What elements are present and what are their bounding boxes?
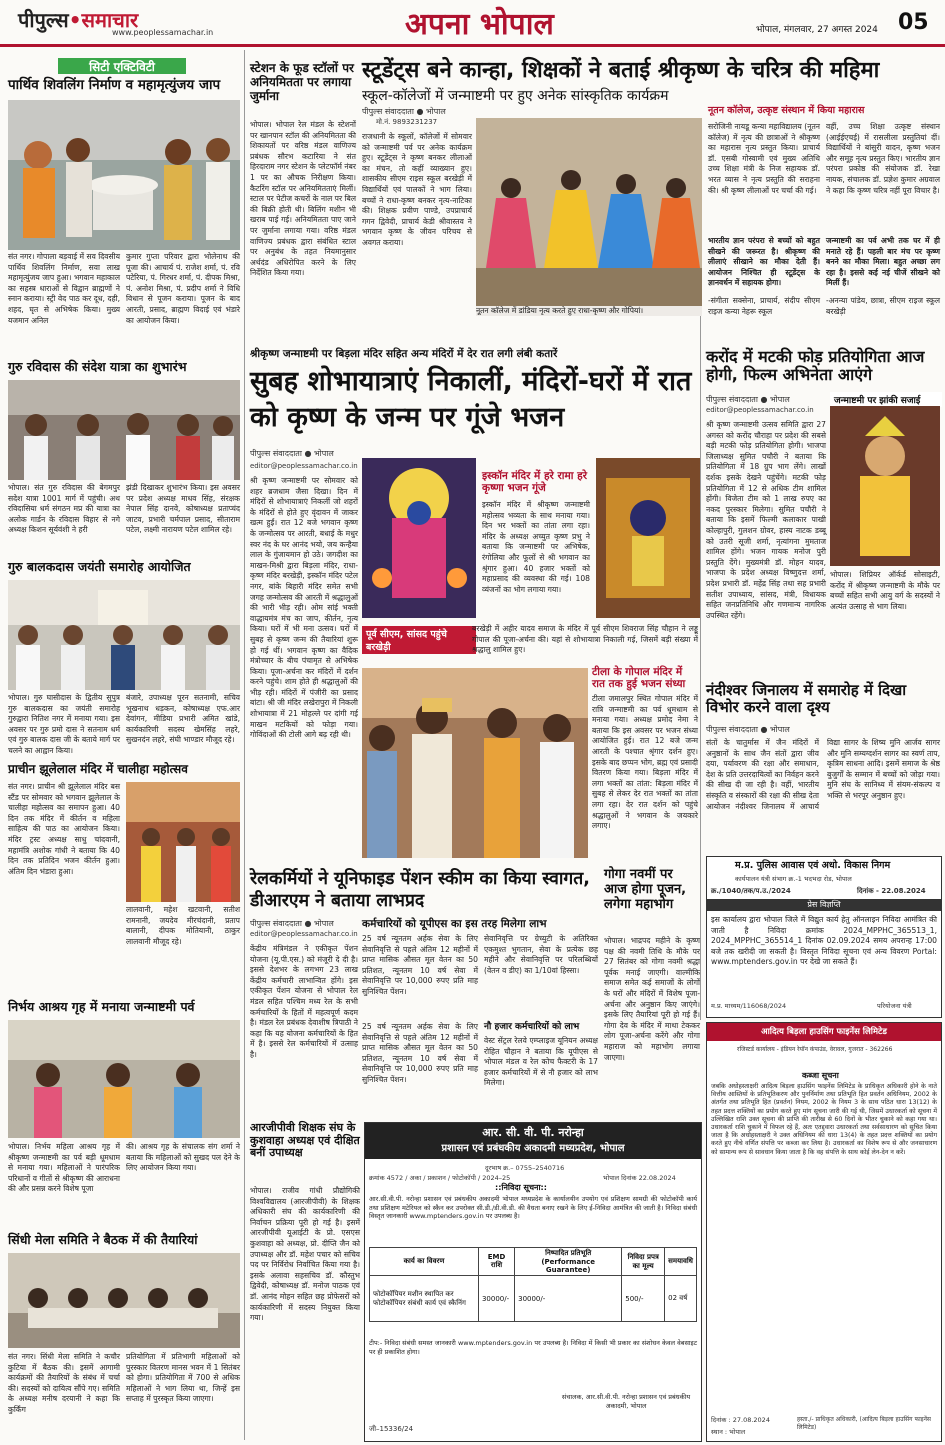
caption-tag: पूर्व सीएम, सांसद पहुंचे बरखेड़ी bbox=[362, 626, 476, 654]
headline: गुरु बालकदास जयंती समारोह आयोजित bbox=[8, 559, 191, 574]
quote-attribution: -अनन्या पांडेय, छात्रा, सीएम राइज स्कूल बरखेड़ी bbox=[826, 296, 940, 316]
ad-heading: ::निविदा सूचना:: bbox=[495, 1183, 547, 1192]
newspaper-brand: पीपुल्स•समाचार bbox=[18, 8, 139, 32]
article-body: की। आश्रय गृह के संचालक संग शर्मा ने बताया कि महिलाओं को सुखद पल देने के लिए आयोजन किया गया। bbox=[126, 1142, 240, 1173]
table-header-row bbox=[370, 1248, 697, 1276]
photo-iskcon bbox=[596, 458, 700, 618]
article-body: वेस्ट सेंट्रल रेलवे एम्प्लाइज यूनियन अध्यक्ष रोहित चौहान ने बताया कि यूपीएस से भोपाल मंडल व रेल कोच फैक्टरी के 17 हजार कर्मचारियों में से नौ हजार को लाभ मिलेगा। bbox=[484, 1036, 598, 1088]
ad-banner bbox=[365, 1123, 701, 1159]
photo-shivling bbox=[8, 100, 240, 250]
photo-sindhi-mela bbox=[8, 1253, 240, 1348]
subheadline: नूतन कॉलेज, उत्कृष्ट संस्थान में किया महारास bbox=[708, 105, 865, 116]
ad-sign: परियोजना यंत्री bbox=[877, 1002, 912, 1010]
byline: पीपुल्स संवाददाता ● भोपाल bbox=[250, 919, 334, 928]
table-cell: 500/- bbox=[622, 1276, 665, 1322]
article-body: झंडी दिखाकर शुभारंभ किया। इस अवसर पर प्रदेश अध्यक्ष माधव सिंह, संरक्षक नेपाल सिंह दानवे, कोषाध्यक्ष प्रताप्चंद जाटव, प्रभारी चर्मपाल प्रसाद, सीताराम पटेल, लक्ष्मी नारायण पटेल शामिल रहे। bbox=[126, 483, 240, 535]
headline: पार्थिव शिवलिंग निर्माण व महामृत्युंजय जाप bbox=[8, 77, 221, 93]
headline: करोंद में मटकी फोड़ प्रतियोगिता आज होगी, फिल्म अभिनेता आएंगे bbox=[706, 347, 925, 385]
byline: पीपुल्स संवाददाता ● भोपाल bbox=[706, 725, 790, 734]
byline: पीपुल्स संवाददाता ● भोपाल bbox=[362, 107, 446, 116]
article-body: सरोजिनी नायडू कन्या महाविद्यालय (नूतन कॉलेज) में नृत्य की छात्राओं ने श्रीकृष्ण का महारास नृत्य प्रस्तुत किया। प्राचार्य डॉ. एसबी गोस्वामी एवं मुख्य अतिथि उच्च शिक्षा मंत्री के निज सहायक डॉ. भरत व्यास ने नृत्य प्रस्तुति की सराहना की। श्री कृष्ण लीलाओं पर चर्चा की गई। bbox=[708, 122, 820, 195]
quote-attribution: -संगीता सक्सेना, प्राचार्य, संदीप सीएम राइज कन्या नेहरू स्कूल bbox=[708, 296, 820, 316]
subheadline: इस्कॉन मंदिर में हरे रामा हरे कृष्णा भजन गूंजे bbox=[482, 470, 588, 495]
article-body: श्री कृष्ण जन्माष्टमी पर सोमवार को शहर ब्रजधाम जैसा दिखा। दिन में मंदिरों से शोभायात्राएं निकलीं जो शहरों के मंदिरों से होते हुए वृंदावन में जाकर खत्म हुईं। रात 12 बजे भगवान कृष्ण के जन्मोत्सव पर आरती, बधाई के मधुर स्वर नंद के घर आनंद भयो, जय कन्हैया लाल के गुंजायमान हो उठे। जगदीश का माखन-मिश्री द्वारा बिड़ला मंदिर, राधा-कृष्ण मंदिर बरखेड़ी, इस्कॉन मंदिर पटेल नगर, बांके बिहारी मंदिर समेत सभी जगह जन्मोत्सव की आरती में श्रद्धालुओं की भारी भीड़ रही। ओम सांई भक्ती वाद्धायमंत्र मंच का जाप, कीर्तन, नृत्य किया। घरों में भी मना उत्सव। घरों में सुबह से कृष्ण जन्म की तैयारियां शुरू हो गई थीं। भगवान कृष्ण का वैदिक मंत्रोच्चार के बीच पंचामृत से अभिषेक किया। पूजा-अर्चना कर मंदिरों में दर्शन करने पहुंचे। शाम होते ही श्रद्धालुओं की भीड़ रही। मंदिरों में पंजीरी का प्रसाद बांटा। श्री जी मंदिर लखेरापुरा में निकली शोभायात्रा में 21 मोहल्ले पर दांगी गई माखन मटकियों को फोड़ा गया। गोविंदाओं की टोली आगे बढ़ रही थी। bbox=[250, 476, 358, 740]
article-body: प्रतियोगिता में प्रतिभागी महिलाओं को पुरस्कार वितरण मानस भवन में 1 सितंबर को होगा। प्रतियोगिता में 700 से अधिक महिलाओं ने भाग लिया था, जिन्हें इस सप्ताह में पुरस्कृत किया जाएगा। bbox=[126, 1352, 240, 1404]
email: editor@peoplessamachar.co.in bbox=[706, 406, 814, 414]
photo-jhulelal bbox=[126, 782, 240, 902]
article-body: 25 वर्ष न्यूनतम अर्हक सेवा के लिए सेवानिवृत्ति से पहले अंतिम 12 महीनों में प्राप्त मासिक औसत मूल वेतन का 50 प्रतिशत, न्यूनतम 10 वर्ष सेवा में सेवानिवृत्ति पर 10,000 रुपए प्रति माह सुनिश्चित पेंशन। bbox=[362, 1022, 478, 1084]
ad-code: जी–15336/24 bbox=[369, 1425, 414, 1433]
quote: जन्माष्टमी का पर्व अभी तक घर में ही मनाते रहे हैं। पहली बार मंच पर कृष्ण बनने का मौका मिला। बहुत अच्छा लग रहा है। इससे कई नई चीजें सीखने को मिलीं हैं। bbox=[826, 236, 940, 288]
ad-heading: कब्जा सूचना bbox=[802, 1071, 839, 1080]
table-header-cell: निष्पादित प्रतिभूति (Performance Guarantee) bbox=[515, 1248, 622, 1276]
kicker-city-activity: सिटी एक्टिविटी bbox=[58, 58, 186, 74]
ad-phone: दूरभाष क्र.– 0755–2540716 bbox=[485, 1164, 565, 1172]
column-rule bbox=[244, 50, 245, 1440]
article-body: भोपाल। शिप्रियर ऑर्कर्ड सोसाइटी, करोंद में श्रीकृष्ण जन्माष्टमी के मौके पर बच्चों सहित सभी आयु वर्ग के सदस्यों ने अत्यंत उत्साह से भाग लिया। bbox=[830, 570, 940, 611]
subheadline: कर्मचारियों को यूपीएस का इस तरह मिलेगा लाभ bbox=[362, 918, 547, 930]
mobile-number: मो.नं. 9893231237 bbox=[376, 118, 438, 126]
article-body: भोपाल। गुरु घासीदास के द्वितीय सुपुत्र गुरु बालकदास का जयंती समारोह गुरुद्वारा नितिश नगर में मनाया गया। इस अवसर पर गुरु प्रमो दास ने सतनाम धर्म एवं गुरु बालक दास जी के बताये मार्ग पर चलने का आह्वान किया। bbox=[8, 693, 120, 755]
article-body: टीला जमालपुर स्थित गोपाल मंदिर में रात्रि जन्माष्टमी का पर्व धूमधाम से मनाया गया। अध्यक्ष प्रमोद नेमा ने बताया कि इस अवसर पर भजन संध्या आयोजित हुई। रात 12 बजे जन्म आरती के पश्चात श्रृंगार दर्शन हुए। इसके बाद छप्पन भोग, ब्रह्म एवं प्रसादी वितरण किया गया। बिड़ला मंदिर में लगा भक्तों का तांता: बिड़ला मंदिर में सुबह से लेकर देर रात भक्तों का तांता लगा रहा। देर रात दर्शन को पहुंचे श्रद्धालुओं ने भगवान के जयकारे लगाए। bbox=[592, 694, 698, 831]
kicker: श्रीकृष्ण जन्माष्टमी पर बिड़ला मंदिर सहित अन्य मंदिरों में देर रात लगी लंबी कतारें bbox=[250, 348, 558, 360]
photo-main-krishna bbox=[362, 458, 476, 618]
ad-address: कार्यपालन यंत्री संभाग क्र.-1 भदभदा रोड, भोपाल bbox=[735, 875, 852, 883]
ad-date: दिनांक : 27.08.2024 bbox=[711, 1416, 770, 1424]
table-header-cell: कार्य का विवरण bbox=[370, 1248, 479, 1276]
article-body: बंजारे, उपाध्यक्ष पूरन सतनामी, सचिव भूखनाथ धड़कन, कोषाध्यक्ष एफ.आर देवांगन, मीडिया प्रभारी अमित खांडे, कार्यकारिणी सदस्य खेमसिंह लहरे, सुखनदंन लहरे, संघी भाण्डार मौजूद रहे। bbox=[126, 693, 240, 745]
article-body: संत नगर। सिंधी मेला समिति ने कचौर कुटिया में बैठक की। इसमें आगामी कार्यक्रमों की तैयारियों के संबंध में चर्चा की। सदस्यों को दायित्व सौंपे गए। समिति के अध्यक्ष मनीष दरयानी ने कहा कि कुर्किंग bbox=[8, 1352, 120, 1414]
article-body: श्री कृष्ण जन्माष्टमी उत्सव समिति द्वारा 27 अगस्त को करोंद चौराहा पर प्रदेश की सबसे बड़ी मटकी फोड़ प्रतियोगिता होगी। भाजपा जिलाध्यक्ष सुमित पचौरी ने बताया कि प्रतियोगिता में 18 ग्रुप भाग लेंगे। लाखों दर्शक इसके देखने पहुंचेंगे। मटकी फोड़ प्रतियोगिता में 12 से अधिक टीम शामिल होंगी। विजेता टीम को 1 लाख रुपए का नकद पुरस्कार मिलेगा। सुमित पचौरी ने बताया कि इसमें फिल्मी कलाकार पाखी कोल्हापुरी, गुलशन ग्रोवर, हास्य नाटक डब्बू को उतरी सूजी शर्मा, नृत्यांगना मुमताज शामिल होंगे। भजन गायक मनोज पुरी प्रस्तुति देंगे। मुख्यमंत्री डॉ. मोहन यादव, भाजपा के प्रदेश अध्यक्ष विष्णुदत्त शर्मा, प्रदेश प्रभारी डॉ. महेंद्र सिंह तथा सह प्रभारी सतीश उपाध्याय, सांसद, मंत्री, विधायक सहित जनप्रतिनिधि और गणमान्य नागरिक उपस्थित रहेंगे। bbox=[706, 420, 826, 620]
headline: गोगा नवमीं पर आज होगा पूजन, लगेगा महाभोग bbox=[604, 867, 687, 912]
article-body: संतों के चातुर्मास में जैन मंदिरों में अनुष्ठानों के साथ जैन संतों द्वारा जीव दया, पर्यावरण की रक्षा और समाधान, देश के प्रति उत्तरदायित्वों का निर्वहन करने की सीख दी जा रही है। वहीं, भारतीय संस्कृति व संस्कारों की रक्षा की सीख देता आयोजन नंदीश्वर जिनालय में आचार्य विद्या सागर के शिष्य मुनि आर्जव सागर और मुनि सम्यग्दर्शन सागर का स्वर्ण ताप, कृत्रिम साधना आदि। इसमें समाज के श्रेष्ठ बुजुर्गों के सम्मान में बच्चों को जोड़ा गया। मुनि संघ के सानिध्य में संयम-संकल्प व भक्ति से भरपूर अनुष्ठान हुए। bbox=[706, 738, 940, 811]
headline: स्टूडेंट्स बने कान्हा, शिक्षकों ने बताई श्रीकृष्ण के चरित्र की महिमा bbox=[362, 58, 880, 83]
article-body: कुमार गुप्ता परिवार द्वारा भोलेनाथ की पूजा की। आचार्य पं. राजेश शर्मा, पं. रवि पटेरिया, पं. गिरधर शर्मा, पं. दीपक मिश्रा, पं. अनोश मिश्रा, पं. प्रदीप शर्मा ने विधि विधान से पूजन कराया। पूजन के बाद आरती, प्रसाद, ब्राह्मण विदाई एवं भंडारे का आयोजन किया। bbox=[126, 252, 240, 325]
byline: पीपुल्स संवाददाता ● भोपाल bbox=[250, 449, 334, 458]
ad-aditya-birla bbox=[706, 1022, 942, 1442]
photo-students-dance bbox=[476, 118, 702, 316]
column-rule bbox=[700, 300, 701, 1020]
table-header-cell: समयावधि bbox=[665, 1248, 697, 1276]
ad-title: म.प्र. पुलिस आवास एवं अधो. विकास निगम bbox=[735, 860, 891, 871]
ad-code: म.प्र. माध्यम/116068/2024 bbox=[711, 1002, 787, 1010]
photo-caption: बरखेड़ी में अहीर यादव समाज के मंदिर में पूर्व सीएम शिवराज सिंह चौहान ने लड्डू गोपाल की पूजा-अर्चना की। यहां से शोभायात्रा निकाली गई, जिसमें बड़ी संख्या में श्रद्धालु शामिल हुए। bbox=[472, 624, 698, 655]
article-body: केंद्रीय मंत्रिमंडल ने एकीकृत पेंशन योजना (यू.पी.एस.) को मंजूरी दे दी है। इससे देशभर के लगभग 23 लाख केंद्रीय कर्मचारी लाभान्वित होंगे। इस एकीकृत पेंशन योजना से भोपाल रेल मंडल सहित पश्चिम मध्य रेल के सभी कर्मचारियों के हितों में महत्वपूर्ण कदम है। मंडल रेल प्रबंधक देवाशीष त्रिपाठी ने कहा कि यह योजना कर्मचारियों के हित में है। इससे रेल कर्मचारियों में उत्साह है। bbox=[250, 944, 358, 1059]
ad-body: इस कार्यालय द्वारा भोपाल जिले में विद्युत कार्य हेतु ऑनलाइन निविदा आमंत्रित की जाती है निविदा क्रमांक 2024_MPPHC_365513_1, 2024_MPPHC_365514_1 दिनांक 02.09.2024 समय अपरान्ह 17:00 बजे तक खरीदी जा सकती है। विस्तृत निविदा सूचना एवं अन्य विवरण Portal: www.mptenders.gov.in पर देखे जा सकते हैं। bbox=[711, 915, 937, 967]
ad-subtitle: रजिस्टर्ड कार्यालय - इंडियन रेयॉन कंपाउंड, वेरावल, गुजरात - 362266 bbox=[737, 1046, 893, 1053]
ad-subtitle: प्रशासन एवं प्रबंधकीय अकादमी मध्यप्रदेश, भोपाल bbox=[441, 1143, 625, 1154]
article-body: भोपाल। संत गुरु रविदास की बेगमपुर सदेश यात्रा 1001 मार्ग में पहुंची। अथ रविदासिया धर्म संगठन मप्र की यात्रा का अलोक गार्डन के रविदास विहार से नगे अध्यक्ष किशन सूर्यवंशी ने हरी bbox=[8, 483, 120, 535]
table-row bbox=[370, 1276, 697, 1322]
table-header-cell: निविदा प्रपत्र का मूल्य bbox=[622, 1248, 665, 1276]
ad-body: जबकि अधोहस्ताक्षरी आदित्य बिड़ला हाउसिंग फाइनेंस लिमिटेड के प्राधिकृत अधिकारी होने के नाते वित्तीय आस्तियों के प्रतिभूतिकरण और पुनर्निर्माण तथा प्रतिभूति हित प्रवर्तन अधिनियम, 2002 के अंतर्गत तथा प्रतिभूति हित (प्रवर्तन) नियम, 2002 के नियम 3 के साथ पठित धारा 13(12) के तहत प्रदत्त शक्तियों का प्रयोग करते हुए मांग सूचना जारी की गई थी, जिसमें उधारकर्ता को सूचना में उल्लिखित राशि उक्त सूचना की प्राप्ति की तारीख से 60 दिनों के भीतर चुकाने को कहा गया था। उधारकर्ता राशि चुकाने में विफल रहे हैं, अतः एतद्द्वारा उधारकर्ता तथा सर्वसाधारण को सूचित किया जाता है कि अधोहस्ताक्षरी ने उक्त अधिनियम की धारा 13(4) के तहत प्रदत्त शक्तियों का प्रयोग करते हुए नीचे वर्णित संपत्ति पर कब्जा कर लिया है। उधारकर्ता का विशेष रूप से और जनसाधारण को सामान्य रूप से सावधान किया जाता है कि वह संपत्ति के साथ कोई लेन-देन न करें। bbox=[711, 1083, 937, 1156]
article-body: भोपाल। भोपाल रेल मंडल के स्टेशनों पर खानपान स्टॉल की अनियमितता की शिकायतों पर वरिष्ठ मंडल वाणिज्य प्रबंधक सौरभ कटारिया ने संत हिरदाराम नगर स्टेशन के प्लेटफॉर्म नंबर 1 पर का औचक निरीक्षण किया। कैटरिंग स्टॉल पर अनियमितताएं मिलीं। स्टाल पर पेटीज कचरों के नाल पर बिल की बिक्री होती थी। बिलिंग मशीन भी खराब पाई गई। अनियमितता पाए जाने पर जुर्माना लगाया गया। वरिष्ठ मंडल वाणिज्य प्रबंधक द्वारा संबंधित स्टाल पर अनुबंध के तहत नियमानुसार अर्थदंड अधिरोपित करने के लिए निर्देशित किया गया। bbox=[250, 120, 356, 278]
ad-police-housing bbox=[706, 856, 942, 1018]
table-cell: 02 वर्ष bbox=[665, 1276, 697, 1322]
ad-tag: प्रेस विज्ञप्ति bbox=[707, 899, 941, 911]
headline: गुरु रविदास की संदेश यात्रा का शुभारंभ bbox=[8, 359, 187, 374]
ad-title: आदित्य बिड़ला हाउसिंग फाइनेंस लिमिटेड bbox=[707, 1023, 941, 1041]
table-header-cell: EMD राशि bbox=[478, 1248, 514, 1276]
quote: भारतीय ज्ञान परंपरा से बच्चों को बहुत सीखने की जरूरत है। श्रीकृष्ण की लीलाएं सीखाने का मौका देती हैं। आयोजन निश्चित ही स्टूडेंट्स के ज्ञानवर्धन में सहायक होगा। bbox=[708, 236, 820, 288]
article-body: वहीं, उच्च शिक्षा उत्कृष्ट संस्थान (आईईएचई) में रासलीला प्रस्तुतियां दीं। विद्यार्थियों ने बांसुरी वादन, कृष्ण भजन और समूह नृत्य प्रस्तुत किए। भारतीय ज्ञान परंपरा प्रकोष्ठ की संयोजक डॉ. रेखा नायक, संचालक डॉ. प्रज्ञेश कुमार अग्रवाल ने कहा कि कृष्ण चरित्र नहीं पूरा विचार है। bbox=[826, 122, 940, 195]
photo-shivraj bbox=[362, 668, 588, 858]
headline: प्राचीन झूलेलाल मंदिर में चालीहा महोत्सव bbox=[8, 762, 188, 776]
ad-place: स्थान : भोपाल bbox=[711, 1428, 746, 1436]
headline: नंदीश्वर जिनालय में समारोह में दिखा विभोर करने वाला दृश्य bbox=[706, 681, 907, 717]
subheadline: टीला के गोपाल मंदिर में रात तक हुई भजन संध्या bbox=[592, 666, 686, 691]
ad-ref: क्रमांक 4572 / अका / प्रकाशन / फोटोकॉपी / 2024–25 bbox=[369, 1174, 511, 1182]
subheadline: नौ हजार कर्मचारियों को लाभ bbox=[484, 1022, 580, 1032]
subheadline: स्कूल-कॉलेजों में जन्माष्टमी पर हुए अनेक सांस्कृतिक कार्यक्रम bbox=[362, 88, 669, 104]
headline: स्टेशन के फूड स्टॉलों पर अनियमितता पर लगाया जुर्माना bbox=[250, 61, 354, 103]
table-cell: फोटोकॉपियर मशीन स्थापित कर फोटोकॉपियर संबंधी कार्य एवं स्कैनिंग bbox=[370, 1276, 479, 1322]
ad-sign: हस्ता./- प्राधिकृत अधिकारी, (आदित्य बिड़ला हाउसिंग फाइनेंस लिमिटेड) bbox=[797, 1416, 931, 1431]
article-body: भोपाल। भाद्रपद महीने के कृष्ण पक्ष की नवमी तिथि के मौके पर 27 सितंबर को गोगा नवमी श्रद्धा पूर्वक मनाई जाएगी। वाल्मीकि समाज समेत कई समाजों के लोगों के घरों और मंदिरों में विशेष पूजा-अर्चना और अनुष्ठान किए जाएंगे। इसके लिए तैयारियां पूरी हो गई हैं। गोगा देव के मंदिर में माथा टेककर लोग पूजा-अर्चना करेंगे और गोगा महाराज को महाभोग लगाया जाएगा। bbox=[604, 936, 700, 1062]
article-body: संत नगर। गोपाला बड़वाई में सव दिवसीय पार्थिव शिवलिंग निर्माण, सवा लाख महामृत्युंजय जाप हुआ। भगवान महाकाल का सहस्त्र धाराओं से विद्वान ब्राह्मणों ने स्नान कराया। स्ट्री वेद पाठ कर दूध, दही, शहद, घृत से अभिषेक किया। मुख्य यजमान अनिल bbox=[8, 252, 120, 325]
headline: आरजीपीवी शिक्षक संघ के कुशवाहा अध्यक्ष एवं दीक्षित बनीं उपाध्यक्ष bbox=[250, 1121, 360, 1160]
ad-note: टीप:- निविदा संबंधी समस्त जानकारी www.mptenders.gov.in पर उपलब्ध है। निविदा में किसी भी प्रकार का संशोधन केवल वेबसाइट पर ही प्रकाशित होगा। bbox=[369, 1339, 697, 1356]
article-body: 25 वर्ष न्यूनतम अर्हक सेवा के लिए सेवानिवृत्ति से पहले अंतिम 12 महीनों में प्राप्त मासिक औसत मूल वेतन का 50 प्रतिशत, न्यूनतम 10 वर्ष सेवा में सेवानिवृत्ति पर 10,000 रुपए प्रति माह सुनिश्चित पेंशन। bbox=[362, 934, 478, 996]
photo-nirbhay bbox=[8, 1020, 240, 1138]
headline: सिंधी मेला समिति ने बैठक में की तैयारियां bbox=[8, 1232, 198, 1247]
headline: निर्भय आश्रय गृह में मनाया जन्माष्टमी पर्व bbox=[8, 999, 195, 1014]
email: editor@peoplessamachar.co.in bbox=[250, 462, 358, 470]
photo-balakdas bbox=[8, 580, 240, 690]
photo-tag: जन्माष्टमी पर झांकी सजाई bbox=[830, 392, 942, 407]
article-body: इस्कॉन मंदिर में श्रीकृष्ण जन्माष्टमी महोत्सव भव्यता के साथ मनाया गया। दिन भर भक्तों का तांता लगा रहा। मंदिर के अध्यक्ष अच्युत कृष्ण प्रभु ने बताया कि जन्माष्टमी पर अभिषेक, रंगोलिया और फूलों से श्री भगवान का श्रृंगार हुआ। 40 हजार भक्तों को महाप्रसाद की व्यवस्था की गई। 108 व्यंजनों का भोग लगाया गया। bbox=[482, 500, 590, 594]
headline: रेलकर्मियों ने यूनिफाइड पेंशन स्कीम का किया स्वागत, डीआरएम ने बताया लाभप्रद bbox=[250, 869, 590, 911]
table-cell: 30000/- bbox=[515, 1276, 622, 1322]
photo-jhanki bbox=[830, 406, 940, 566]
article-body: भोपाल। निर्भय महिला आश्रय गृह में श्रीकृष्ण जन्माष्टमी का पर्व बड़ी धूमधाम से मनाया गया। महिलाओं ने पारंपरिक परिधानों व गीतों से श्रीकृष्ण की आराधना की और प्रसन्न करने विशेष पूजा bbox=[8, 1142, 120, 1194]
email: editor@peoplessamachar.co.in bbox=[250, 930, 358, 938]
article-body: राजधानी के स्कूलों, कॉलेजों में सोमवार को जन्माष्टमी पर्व पर अनेक कार्यक्रम हुए। स्टूडेंट्स ने कृष्ण बनकर लीलाओं का मंचन, तो कहीं व्याख्यान हुए। शासकीय सीएम राइस स्कूल बरखेड़ी में विद्यार्थियों एवं पालकों ने भाग लिया। बच्चों ने राधा-कृष्ण बनकर नृत्य-नाटिका की। शिक्षक प्रवीण पाण्डे, उपप्राचार्य गगन द्विवेदी, प्राचार्य केडी श्रीवास्तव ने भगवान कृष्ण के जीवन परिचय से अवगत कराया। bbox=[362, 132, 472, 247]
ad-body: आर.सी.वी.पी. नरोन्हा प्रशासन एवं प्रबंधकीय अकादमी भोपाल मध्यप्रदेश के कार्यालयीन उपयोग एवं प्रशिक्षण सामग्री की फोटोकॉपी कार्य तथा प्रशिक्षण मटेरियल को स्कैन कर उपरोक्त सी.डी./डी.वी.डी. की वैधता बनाए रखने के लिए ई-निविदा आमंत्रित की जाती है। निविदा संबंधी विस्तृत जानकारी www.mptenders.gov.in पर उपलब्ध है। bbox=[369, 1195, 697, 1220]
page-number: 05 bbox=[898, 10, 929, 35]
ad-ref: क्र./1040/तक/प.उ./2024 bbox=[711, 887, 791, 895]
ad-date: भोपाल दिनांक 22.08.2024 bbox=[603, 1174, 676, 1182]
ad-narona-academy bbox=[364, 1122, 702, 1442]
section-title: अपना भोपाल bbox=[405, 7, 554, 42]
ad-date: दिनांक - 22.08.2024 bbox=[857, 887, 926, 895]
main-headline: सुबह शोभायात्राएं निकालीं, मंदिरों-घरों में रात को कृष्ण के जन्म पर गूंजे भजन bbox=[250, 366, 692, 433]
article-body: लालवानी, महेश खटवानी, सतीश रामनानी, जयदेव मीरचंदानी, प्रताप बालानी, दीपक मोतियानी, ठाकुर लालवानी मौजूद रहे। bbox=[126, 905, 240, 946]
table-cell: 30000/- bbox=[478, 1276, 514, 1322]
website: www.peoplessamachar.in bbox=[112, 28, 214, 37]
ad-sign: संचालक, आर.सी.वी.पी. नरोन्हा प्रशासन एवं प्रबंधकीय अकादमी, भोपाल bbox=[561, 1393, 691, 1410]
dateline: भोपाल, मंगलवार, 27 अगस्त 2024 bbox=[756, 25, 878, 35]
article-body: सेवानिवृत्ति पर ग्रेच्युटी के अतिरिक्त एकमुश्त भुगतान, सेवा के प्रत्येक छह महीने और सेवानिवृत्ति पर परिलब्धियों (वेतन व डीए) का 1/10वां हिस्सा। bbox=[484, 934, 598, 975]
photo-caption: नूतन कॉलेज में डांडिया नृत्य करते हुए राधा-कृष्ण और गोपियां। bbox=[476, 306, 702, 316]
article-body: भोपाल। राजीव गांधी प्रौद्योगिकी विश्वविद्यालय (आरजीपीवी) के शिक्षक अधिकारी संघ की कार्यकारिणी की निर्वाचन प्रक्रिया पूरी हो गई है। इसमें आरजीपीवी यूआईटी के प्रो. एसएस कुशवाहा को अध्यक्ष, प्रो. दीप्ति जैन को उपाध्यक्ष और डॉ. महेश पचार को सचिव पद पर निर्विरोध निर्वाचित किया गया है। इसके अलावा सहसचिव डॉ. कौस्तुभ द्विवेदी, कोषाध्यक्ष डॉ. मनोज पाठक एवं डॉ. आनंद मोहन सहित छह प्रोफेसरों को कार्यकारिणी में सदस्य नियुक्त किया गया। bbox=[250, 1186, 360, 1323]
article-body: संत नगर। प्राचीन श्री झूलेलाल मंदिर बस स्टैंड पर सोमवार को भगवान झूलेलाल के चालीहा महोत्सव का समापन हुआ। 40 दिन तक मंदिर में कीर्तन व महिला साहित्य की पाठ का आयोजन किया। मंदिर ट्रस्ट अध्यक्ष साधु चांदवानी, महामंत्रि अशोक गांधी ने बताया कि 40 दिन तक प्रतिदिन भजन कीर्तन हुआ। अंतिम दिन भंडारा हुआ। bbox=[8, 782, 120, 876]
byline: पीपुल्स संवाददाता ● भोपाल bbox=[706, 395, 790, 404]
ad-title: आर. सी. वी. पी. नरोन्हा bbox=[482, 1126, 584, 1139]
tender-table bbox=[369, 1247, 697, 1322]
photo-ravidas bbox=[8, 380, 240, 480]
